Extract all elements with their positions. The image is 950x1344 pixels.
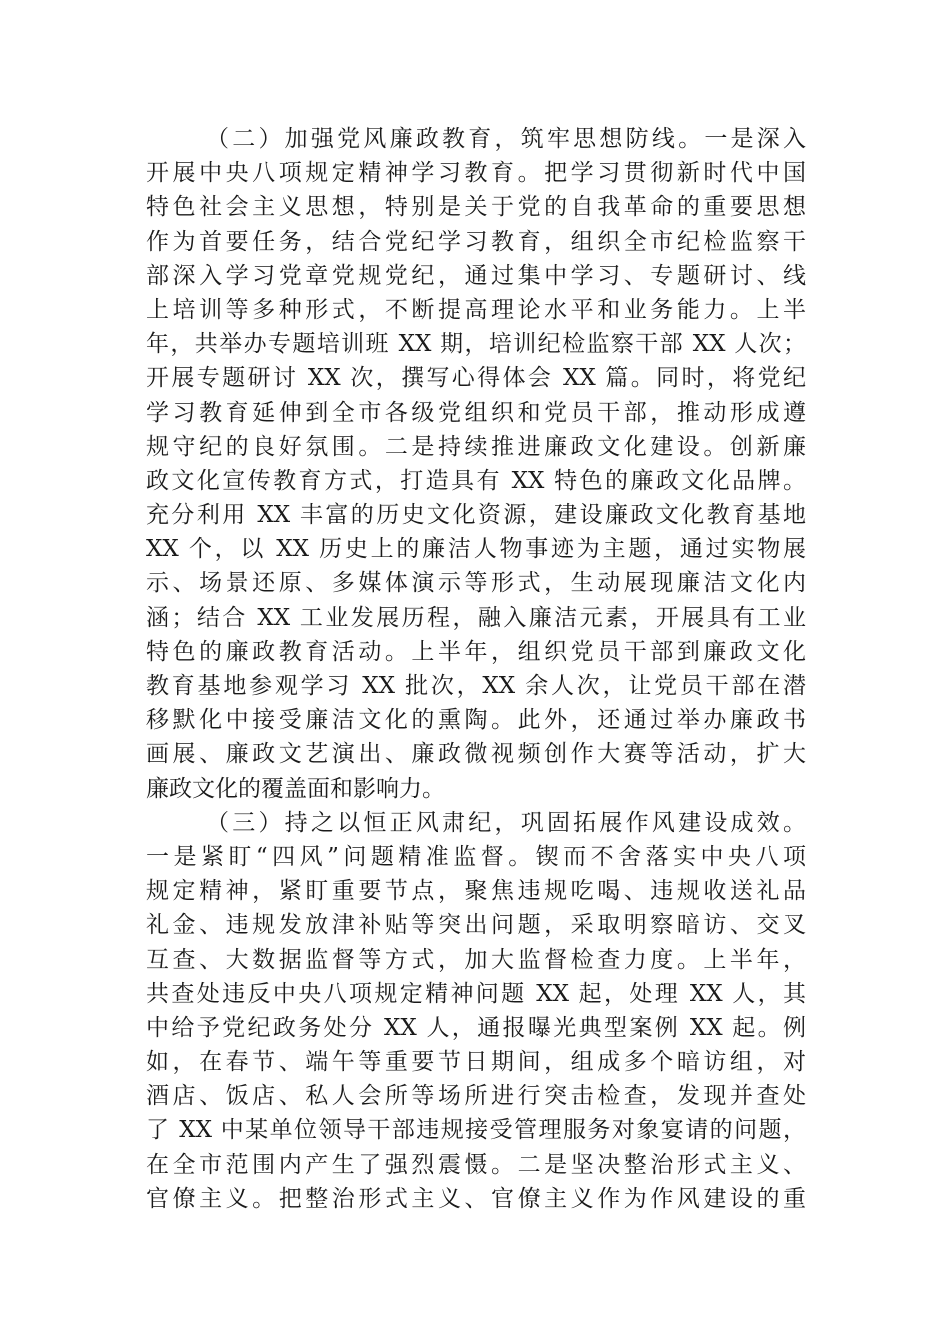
text-line: 示、场景还原、多媒体演示等形式，生动展现廉洁文化内 [146, 570, 806, 597]
text-line: 特色社会主义思想，特别是关于党的自我革命的重要思想 [146, 194, 806, 221]
text-line: 礼金、违规发放津补贴等突出问题，采取明察暗访、交叉 [146, 912, 806, 939]
text-line: 在全市范围内产生了强烈震慑。二是坚决整治形式主义、 [146, 1151, 806, 1178]
text-line: 如，在春节、端午等重要节日期间，组成多个暗访组，对 [146, 1049, 806, 1076]
text-line: 学习教育延伸到全市各级党组织和党员干部，推动形成遵 [146, 399, 806, 426]
text-line: 政文化宣传教育方式，打造具有 XX 特色的廉政文化品牌。 [146, 467, 806, 494]
text-line: 涵；结合 XX 工业发展历程，融入廉洁元素，开展具有工业 [146, 604, 806, 631]
text-line: 规定精神，紧盯重要节点，聚焦违规吃喝、违规收送礼品 [146, 878, 806, 905]
text-line: 了 XX 中某单位领导干部违规接受管理服务对象宴请的问题， [146, 1117, 806, 1144]
text-line: 开展专题研讨 XX 次，撰写心得体会 XX 篇。同时，将党纪 [146, 365, 806, 392]
text-line: 规守纪的良好氛围。二是持续推进廉政文化建设。创新廉 [146, 433, 806, 460]
document-body [146, 122, 806, 1216]
text-line: 中给予党纪政务处分 XX 人，通报曝光典型案例 XX 起。例 [146, 1014, 806, 1041]
text-line: 作为首要任务，结合党纪学习教育，组织全市纪检监察干 [146, 228, 806, 255]
paragraph-first-line: （三）持之以恒正风肃纪，巩固拓展作风建设成效。 [206, 809, 806, 836]
text-line: 开展中央八项规定精神学习教育。把学习贯彻新时代中国 [146, 160, 806, 187]
text-line: 充分利用 XX 丰富的历史文化资源，建设廉政文化教育基地 [146, 502, 806, 529]
text-line: 酒店、饭店、私人会所等场所进行突击检查，发现并查处 [146, 1083, 806, 1110]
text-line: 共查处违反中央八项规定精神问题 XX 起，处理 XX 人，其 [146, 980, 806, 1007]
text-line: 部深入学习党章党规党纪，通过集中学习、专题研讨、线 [146, 262, 806, 289]
text-line: 教育基地参观学习 XX 批次，XX 余人次，让党员干部在潜 [146, 673, 806, 699]
text-line: 移默化中接受廉洁文化的熏陶。此外，还通过举办廉政书 [146, 707, 806, 734]
text-line: 互查、大数据监督等方式，加大监督检查力度。上半年， [146, 946, 806, 973]
text-line: 一是紧盯“四风”问题精准监督。锲而不舍落实中央八项 [146, 843, 806, 870]
text-line: 上培训等多种形式，不断提高理论水平和业务能力。上半 [146, 296, 806, 323]
text-line: 廉政文化的覆盖面和影响力。 [146, 775, 445, 802]
paragraph-first-line: （二）加强党风廉政教育，筑牢思想防线。一是深入 [206, 126, 806, 152]
text-line: XX 个，以 XX 历史上的廉洁人物事迹为主题，通过实物展 [146, 536, 806, 563]
text-line: 特色的廉政教育活动。上半年，组织党员干部到廉政文化 [146, 638, 806, 665]
text-line: 画展、廉政文艺演出、廉政微视频创作大赛等活动，扩大 [146, 741, 806, 768]
text-line: 年，共举办专题培训班 XX 期，培训纪检监察干部 XX 人次； [146, 331, 806, 358]
text-line: 官僚主义。把整治形式主义、官僚主义作为作风建设的重 [146, 1185, 806, 1212]
